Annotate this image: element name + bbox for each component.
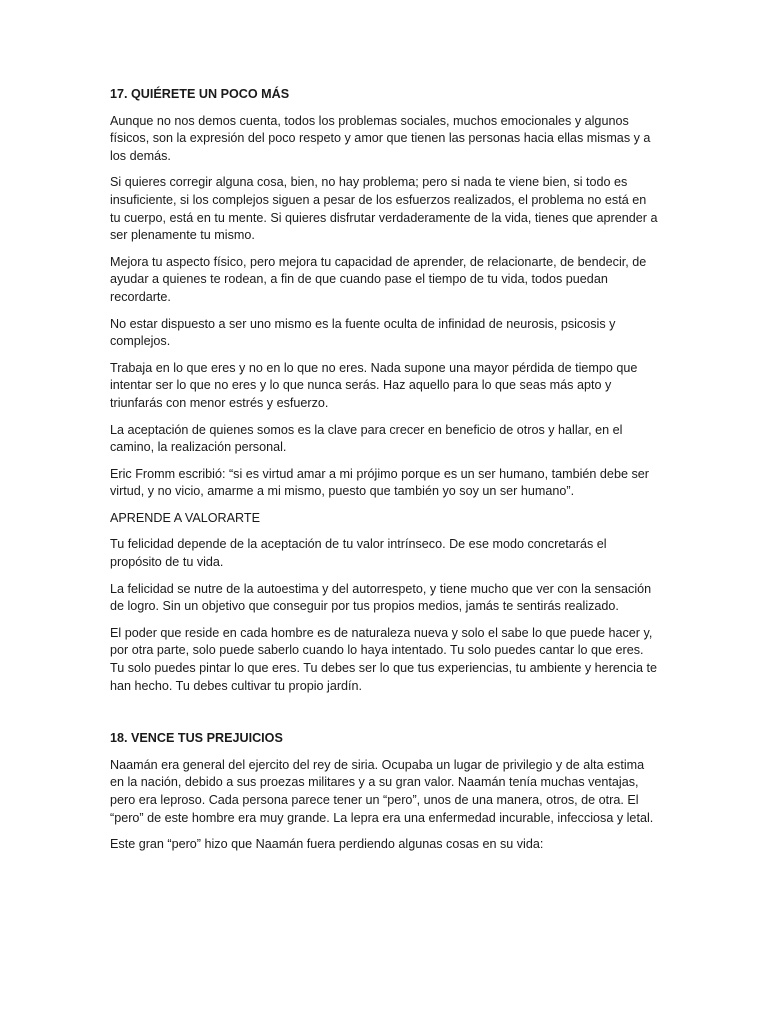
paragraph: El poder que reside en cada hombre es de naturaleza nueva y solo el sabe lo que puede hacer y, por otra parte, solo puede saberlo cuando lo haya intentado. Tu solo puedes cantar lo que eres. Tu solo puedes pintar lo que eres. Tu debes ser lo que tus experiencias, tu ambiente y herencia te han hecho. Tu debes cultivar tu propio jardín. [110,625,657,693]
paragraph: Tu felicidad depende de la aceptación de tu valor intrínseco. De ese modo concretarás el propósito de tu vida. [110,537,607,570]
paragraph: Este gran “pero” hizo que Naamán fuera perdiendo algunas cosas en su vida: [110,837,544,852]
paragraph: No estar dispuesto a ser uno mismo es la fuente oculta de infinidad de neurosis, psicosis y complejos. [110,316,616,349]
paragraph: La felicidad se nutre de la autoestima y del autorrespeto, y tiene mucho que ver con la sensación de logro. Sin un objetivo que conseguir por tus propios medios, jamás te sentirás realizado. [110,581,652,614]
paragraph: Mejora tu aspecto físico, pero mejora tu capacidad de aprender, de relacionarte, de bendecir, de ayudar a quienes te rodean, a fin de que cuando pase el tiempo de tu vida, todos puedan recordarte. [110,254,647,304]
paragraph: Trabaja en lo que eres y no en lo que no eres. Nada supone una mayor pérdida de tiempo que intentar ser lo que no eres y lo que nunca serás. Haz aquello para lo que seas más apto y triunfarás con menor estrés y esfuerzo. [110,360,638,410]
paragraph: La aceptación de quienes somos es la clave para crecer en beneficio de otros y hallar, en el camino, la realización personal. [110,422,623,455]
paragraph: Si quieres corregir alguna cosa, bien, no hay problema; pero si nada te viene bien, si todo es insuficiente, si los complejos siguen a pesar de los esfuerzos realizados, el problema no está en tu cuerpo, está en tu mente. Si quieres disfrutar verdaderamente de la vida, tienes que aprender a ser plenamente tu mismo. [110,175,658,243]
paragraph: Eric Fromm escribió: “si es virtud amar a mi prójimo porque es un ser humano, también debe ser virtud, y no vicio, amarme a mi mismo, puesto que también yo soy un ser humano”. [110,466,649,499]
section-heading: 18. VENCE TUS PREJUICIOS [110,731,283,746]
section-spacer [110,704,660,730]
subheading: APRENDE A VALORARTE [110,510,261,525]
paragraph: Aunque no nos demos cuenta, todos los problemas sociales, muchos emocionales y algunos físicos, son la expresión del poco respeto y amor que tienen las personas hacia ellas mismas y a los demás. [110,113,651,163]
document-page [110,86,660,863]
section-heading: 17. QUIÉRETE UN POCO MÁS [110,87,290,101]
paragraph: Naamán era general del ejercito del rey de siria. Ocupaba un lugar de privilegio y de alta estima en la nación, debido a sus proezas militares y a su gran valor. Naamán tenía muchas ventajas, pero era leproso. Cada persona parece tener un “pero”, unos de una manera, otros, de otra. El “pero” de este hombre era muy grande. La lepra era una enfermedad incurable, infecciosa y letal. [110,757,654,825]
